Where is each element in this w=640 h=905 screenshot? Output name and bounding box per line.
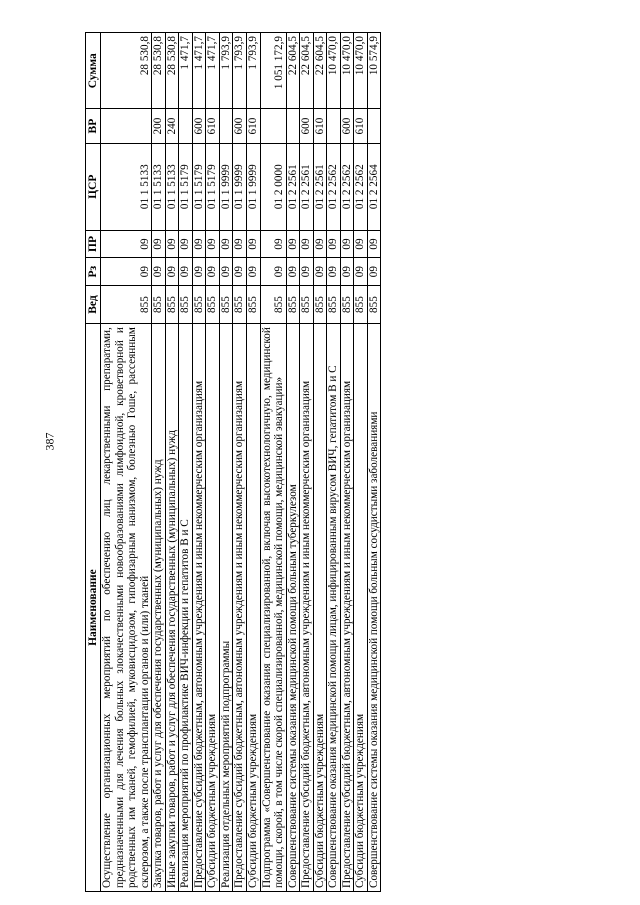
cell-pr: 09 [300, 230, 314, 258]
cell-rz: 09 [340, 258, 354, 286]
cell-csr: 01 2 0000 [260, 143, 286, 230]
header-pr: ПР [86, 230, 101, 258]
cell-pr: 09 [340, 230, 354, 258]
cell-name: Субсидии бюджетным учреждениям [247, 324, 261, 892]
table-row [327, 33, 341, 892]
cell-csr: 01 1 5133 [165, 143, 179, 230]
cell-vr [219, 109, 233, 143]
cell-name: Субсидии бюджетным учреждениям [354, 324, 368, 892]
cell-ved: 855 [219, 285, 233, 323]
cell-rz: 09 [152, 258, 166, 286]
header-csr: ЦСР [86, 143, 101, 230]
cell-rz: 09 [286, 258, 300, 286]
cell-vr [260, 109, 286, 143]
cell-name: Подпрограмма «Совершенствование оказания специализированной, включая высокотехнологичную, медицинской помощи, скорой, в том числе скорой специализированной, медицинской помощи, медицинской эвакуации» [260, 324, 286, 892]
cell-ved: 855 [300, 285, 314, 323]
cell-csr: 01 1 5179 [179, 143, 193, 230]
cell-sum: 1 471,7 [179, 33, 193, 109]
cell-rz: 09 [247, 258, 261, 286]
cell-csr: 01 1 5133 [152, 143, 166, 230]
cell-pr: 09 [247, 230, 261, 258]
cell-pr: 09 [192, 230, 206, 258]
cell-name: Предоставление субсидий бюджетным, автономным учреждениям и иным некоммерческим организациям [192, 324, 206, 892]
rotated-page-area [85, 32, 555, 892]
cell-pr: 09 [327, 230, 341, 258]
cell-rz: 09 [192, 258, 206, 286]
header-ved: Вед [86, 285, 101, 323]
cell-vr: 610 [313, 109, 327, 143]
header-vr: ВР [86, 109, 101, 143]
cell-pr: 09 [179, 230, 193, 258]
budget-table [85, 32, 381, 892]
cell-name: Предоставление субсидий бюджетным, автономным учреждениям и иным некоммерческим организациям [233, 324, 247, 892]
cell-csr: 01 1 5179 [192, 143, 206, 230]
cell-sum: 22 604,5 [313, 33, 327, 109]
cell-name: Закупка товаров, работ и услуг для обеспечения государственных (муниципальных) нужд [152, 324, 166, 892]
cell-rz: 09 [219, 258, 233, 286]
cell-vr: 600 [233, 109, 247, 143]
table-row [340, 33, 354, 892]
cell-sum: 1 471,7 [192, 33, 206, 109]
cell-csr: 01 1 9999 [247, 143, 261, 230]
table-row [233, 33, 247, 892]
cell-sum: 1 793,9 [233, 33, 247, 109]
rotated-table-container [85, 32, 555, 892]
cell-csr: 01 2 2561 [286, 143, 300, 230]
table-row [260, 33, 286, 892]
cell-sum: 10 470,0 [327, 33, 341, 109]
cell-rz: 09 [260, 258, 286, 286]
cell-rz: 09 [165, 258, 179, 286]
cell-vr [327, 109, 341, 143]
cell-sum: 10 470,0 [340, 33, 354, 109]
cell-vr: 600 [340, 109, 354, 143]
cell-sum: 22 604,5 [300, 33, 314, 109]
cell-vr [101, 109, 152, 143]
cell-rz: 09 [179, 258, 193, 286]
header-name: Наименование [86, 324, 101, 892]
cell-vr: 240 [165, 109, 179, 143]
cell-pr: 09 [165, 230, 179, 258]
page-number: 387 [42, 432, 57, 451]
cell-csr: 01 1 9999 [219, 143, 233, 230]
table-row [286, 33, 300, 892]
cell-name: Реализация отдельных мероприятий подпрограммы [219, 324, 233, 892]
cell-sum: 10 574,9 [367, 33, 381, 109]
cell-sum: 28 530,8 [165, 33, 179, 109]
cell-csr: 01 1 9999 [233, 143, 247, 230]
cell-rz: 09 [101, 258, 152, 286]
cell-ved: 855 [286, 285, 300, 323]
cell-ved: 855 [152, 285, 166, 323]
cell-rz: 09 [233, 258, 247, 286]
cell-vr [286, 109, 300, 143]
cell-vr: 610 [247, 109, 261, 143]
cell-ved: 855 [354, 285, 368, 323]
cell-sum: 22 604,5 [286, 33, 300, 109]
cell-csr: 01 2 2561 [300, 143, 314, 230]
cell-vr: 600 [192, 109, 206, 143]
cell-rz: 09 [327, 258, 341, 286]
cell-rz: 09 [206, 258, 220, 286]
cell-ved: 855 [101, 285, 152, 323]
cell-vr: 610 [354, 109, 368, 143]
cell-vr: 600 [300, 109, 314, 143]
cell-ved: 855 [340, 285, 354, 323]
table-row [300, 33, 314, 892]
table-row [354, 33, 368, 892]
cell-sum: 28 530,8 [152, 33, 166, 109]
cell-ved: 855 [367, 285, 381, 323]
cell-csr: 01 2 2562 [327, 143, 341, 230]
cell-vr [367, 109, 381, 143]
table-row [206, 33, 220, 892]
cell-pr: 09 [101, 230, 152, 258]
cell-ved: 855 [327, 285, 341, 323]
cell-rz: 09 [367, 258, 381, 286]
cell-pr: 09 [354, 230, 368, 258]
cell-csr: 01 1 5179 [206, 143, 220, 230]
cell-name: Совершенствование системы оказания медицинской помощи больным туберкулезом [286, 324, 300, 892]
cell-pr: 09 [367, 230, 381, 258]
table-row [192, 33, 206, 892]
cell-csr: 01 1 5133 [101, 143, 152, 230]
cell-pr: 09 [233, 230, 247, 258]
table-row [313, 33, 327, 892]
cell-pr: 09 [152, 230, 166, 258]
cell-csr: 01 2 2562 [340, 143, 354, 230]
cell-name: Совершенствование оказания медицинской помощи лицам, инфицированным вирусом ВИЧ, гепатитом B и C [327, 324, 341, 892]
cell-ved: 855 [179, 285, 193, 323]
table-row [247, 33, 261, 892]
cell-pr: 09 [219, 230, 233, 258]
cell-rz: 09 [313, 258, 327, 286]
table-row [165, 33, 179, 892]
cell-ved: 855 [192, 285, 206, 323]
cell-name: Предоставление субсидий бюджетным, автономным учреждениям и иным некоммерческим организациям [300, 324, 314, 892]
cell-rz: 09 [300, 258, 314, 286]
cell-rz: 09 [354, 258, 368, 286]
table-row [367, 33, 381, 892]
cell-vr [179, 109, 193, 143]
cell-sum: 1 793,9 [219, 33, 233, 109]
cell-name: Субсидии бюджетным учреждениям [206, 324, 220, 892]
table-header-row [86, 33, 101, 892]
cell-ved: 855 [260, 285, 286, 323]
cell-pr: 09 [286, 230, 300, 258]
cell-ved: 855 [313, 285, 327, 323]
header-rz: Рз [86, 258, 101, 286]
table-row [101, 33, 152, 892]
cell-name: Реализация мероприятий по профилактике ВИЧ-инфекции и гепатитов B и C [179, 324, 193, 892]
cell-sum: 1 051 172,9 [260, 33, 286, 109]
cell-pr: 09 [260, 230, 286, 258]
cell-name: Иные закупки товаров, работ и услуг для обеспечения государственных (муниципальных) нужд [165, 324, 179, 892]
cell-sum: 28 530,8 [101, 33, 152, 109]
table-row [179, 33, 193, 892]
cell-vr: 610 [206, 109, 220, 143]
cell-name: Осуществление организационных мероприятий по обеспечению лиц лекарственными препаратами, предназначенными для лечения больных злокачественными новообразованиями лимфоидной, кроветворной и родственных им тканей, гемофилией, муковисцидозом, гипофизарным нанизмом, болезнью Гоше, рассеянным склерозом, а также после трансплантации органов и (или) тканей [101, 324, 152, 892]
cell-ved: 855 [247, 285, 261, 323]
cell-ved: 855 [233, 285, 247, 323]
cell-sum: 1 793,9 [247, 33, 261, 109]
table-row [219, 33, 233, 892]
cell-vr: 200 [152, 109, 166, 143]
header-sum: Сумма [86, 33, 101, 109]
cell-csr: 01 2 2561 [313, 143, 327, 230]
cell-ved: 855 [165, 285, 179, 323]
cell-sum: 1 471,7 [206, 33, 220, 109]
cell-name: Совершенствование системы оказания медицинской помощи больным сосудистыми заболеваниями [367, 324, 381, 892]
cell-pr: 09 [206, 230, 220, 258]
cell-ved: 855 [206, 285, 220, 323]
cell-sum: 10 470,0 [354, 33, 368, 109]
cell-pr: 09 [313, 230, 327, 258]
cell-csr: 01 2 2562 [354, 143, 368, 230]
table-row [152, 33, 166, 892]
cell-csr: 01 2 2564 [367, 143, 381, 230]
cell-name: Субсидии бюджетным учреждениям [313, 324, 327, 892]
cell-name: Предоставление субсидий бюджетным, автономным учреждениям и иным некоммерческим организациям [340, 324, 354, 892]
